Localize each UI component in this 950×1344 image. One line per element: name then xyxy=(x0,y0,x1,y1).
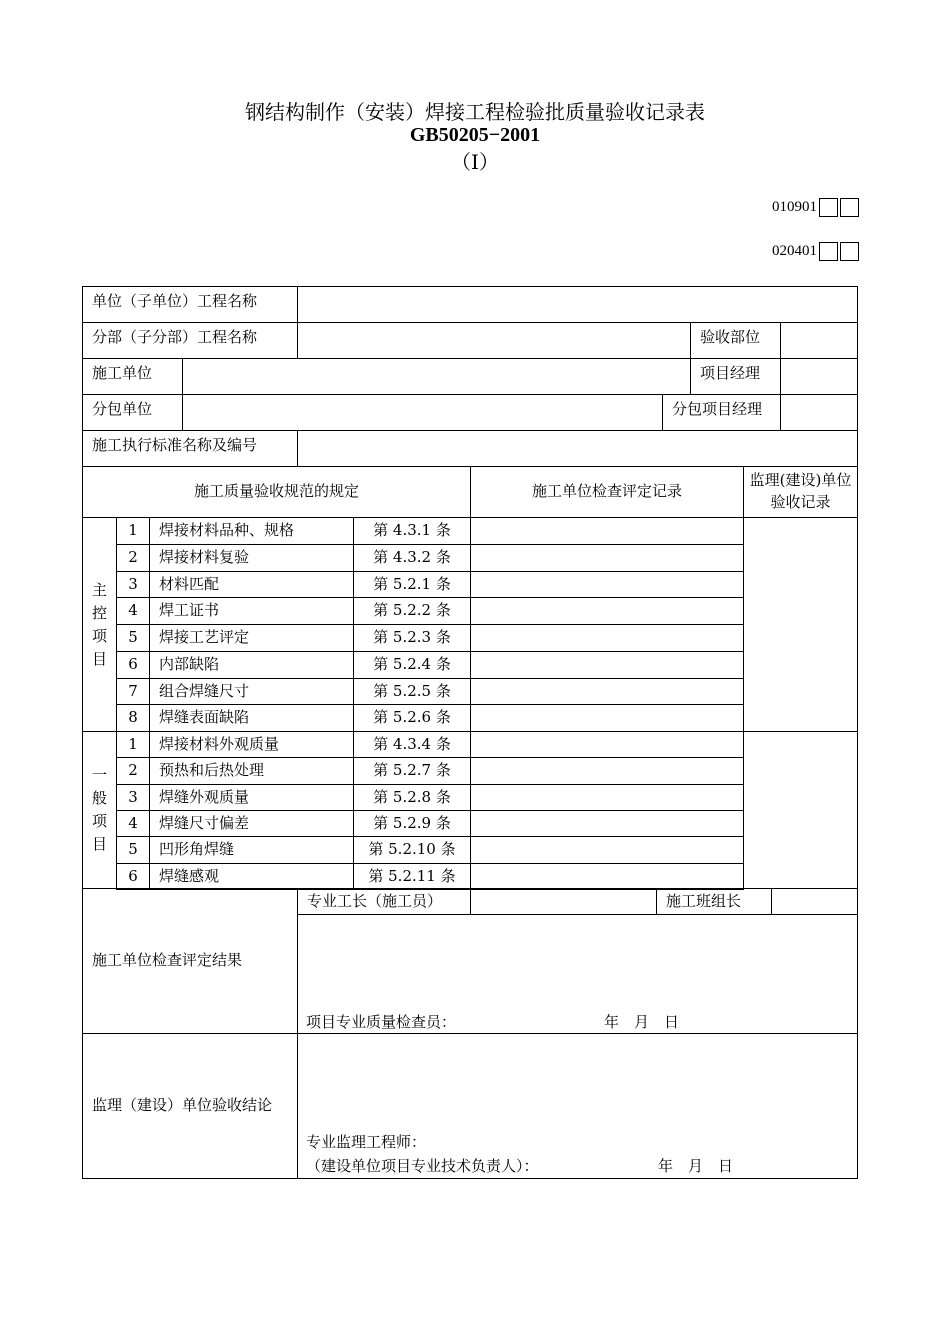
form-part: （Ⅰ） xyxy=(451,150,499,174)
item-name: 焊缝尺寸偏差 xyxy=(149,810,354,837)
code-box[interactable] xyxy=(840,198,859,217)
item-number: 5 xyxy=(116,836,150,864)
item-name: 焊接材料复验 xyxy=(149,544,354,572)
subcontract-unit-field[interactable] xyxy=(182,394,663,431)
team-leader-label: 施工班组长 xyxy=(656,888,772,915)
spec-header: 施工质量验收规范的规定 xyxy=(82,466,471,518)
result-label: 施工单位检查评定结果 xyxy=(82,888,298,1034)
project-manager-field[interactable] xyxy=(780,358,858,395)
item-clause: 第 5.2.5 条 xyxy=(353,678,471,705)
item-clause: 第 5.2.1 条 xyxy=(353,571,471,598)
inspector-date: 年 月 日 xyxy=(604,1013,680,1031)
item-record-field[interactable] xyxy=(470,597,744,625)
item-record-field[interactable] xyxy=(470,704,744,732)
acceptance-part-label: 验收部位 xyxy=(690,322,781,359)
standard-name-label: 施工执行标准名称及编号 xyxy=(82,430,298,467)
record-code-1-text: 010901 xyxy=(772,199,817,215)
conclusion-label: 监理（建设）单位验收结论 xyxy=(82,1033,298,1179)
item-record-field[interactable] xyxy=(470,836,744,864)
standard-code: GB50205−2001 xyxy=(409,124,541,146)
item-clause: 第 4.3.4 条 xyxy=(353,731,471,758)
item-name: 材料匹配 xyxy=(149,571,354,598)
construction-unit-field[interactable] xyxy=(182,358,691,395)
item-clause: 第 5.2.4 条 xyxy=(353,651,471,679)
main-control-label xyxy=(82,517,117,732)
item-number: 8 xyxy=(116,704,150,732)
item-number: 6 xyxy=(116,863,150,890)
foreman-field[interactable] xyxy=(470,888,657,915)
owner-label: （建设单位项目专业技术负责人）： xyxy=(306,1157,539,1175)
engineer-label: 专业监理工程师： xyxy=(306,1133,427,1151)
code-box[interactable] xyxy=(840,242,859,261)
item-clause: 第 5.2.9 条 xyxy=(353,810,471,837)
item-record-field[interactable] xyxy=(470,731,744,758)
item-name: 焊接材料外观质量 xyxy=(149,731,354,758)
item-clause: 第 5.2.11 条 xyxy=(353,863,471,890)
record-code-2-text: 020401 xyxy=(772,243,817,259)
item-name: 焊缝表面缺陷 xyxy=(149,704,354,732)
foreman-label: 专业工长（施工员） xyxy=(297,888,471,915)
sub-project-name-field[interactable] xyxy=(297,322,691,359)
item-clause: 第 5.2.2 条 xyxy=(353,597,471,625)
item-clause: 第 5.2.8 条 xyxy=(353,784,471,811)
item-number: 2 xyxy=(116,544,150,572)
item-clause: 第 5.2.6 条 xyxy=(353,704,471,732)
item-number: 4 xyxy=(116,597,150,625)
item-number: 6 xyxy=(116,651,150,679)
item-record-field[interactable] xyxy=(470,810,744,837)
item-clause: 第 5.2.3 条 xyxy=(353,624,471,652)
unit-project-name-label: 单位（子单位）工程名称 xyxy=(82,286,298,323)
item-clause: 第 5.2.7 条 xyxy=(353,757,471,785)
item-record-field[interactable] xyxy=(470,651,744,679)
item-number: 1 xyxy=(116,731,150,758)
item-name: 焊工证书 xyxy=(149,597,354,625)
subcontract-unit-label: 分包单位 xyxy=(82,394,183,431)
item-name: 焊接材料品种、规格 xyxy=(149,517,354,545)
main-control-supervision-field[interactable] xyxy=(743,517,858,732)
code-box[interactable] xyxy=(819,198,838,217)
form-title: 钢结构制作（安装）焊接工程检验批质量验收记录表 xyxy=(245,100,705,124)
item-name: 焊接工艺评定 xyxy=(149,624,354,652)
unit-project-name-field[interactable] xyxy=(297,286,858,323)
item-clause: 第 5.2.10 条 xyxy=(353,836,471,864)
conclusion-date: 年 月 日 xyxy=(658,1157,734,1175)
team-leader-field[interactable] xyxy=(771,888,858,915)
item-name: 焊缝外观质量 xyxy=(149,784,354,811)
item-name: 焊缝感观 xyxy=(149,863,354,890)
general-supervision-field[interactable] xyxy=(743,731,858,889)
supervision-header: 监理(建设)单位验收记录 xyxy=(743,466,858,518)
general-char: 项 xyxy=(91,812,107,830)
item-number: 5 xyxy=(116,624,150,652)
item-record-field[interactable] xyxy=(470,784,744,811)
record-header: 施工单位检查评定记录 xyxy=(470,466,744,518)
item-name: 组合焊缝尺寸 xyxy=(149,678,354,705)
general-char: 般 xyxy=(91,789,107,807)
general-label xyxy=(82,731,117,889)
construction-unit-label: 施工单位 xyxy=(82,358,183,395)
item-number: 3 xyxy=(116,784,150,811)
subcontract-pm-label: 分包项目经理 xyxy=(662,394,781,431)
inspector-label: 项目专业质量检查员： xyxy=(306,1013,457,1031)
sub-project-name-label: 分部（子分部）工程名称 xyxy=(82,322,298,359)
main-control-char: 目 xyxy=(91,649,107,668)
item-record-field[interactable] xyxy=(470,624,744,652)
main-control-char: 主 xyxy=(91,580,107,599)
item-record-field[interactable] xyxy=(470,544,744,572)
item-number: 1 xyxy=(116,517,150,545)
standard-name-field[interactable] xyxy=(297,430,858,467)
item-clause: 第 4.3.2 条 xyxy=(353,544,471,572)
item-record-field[interactable] xyxy=(470,678,744,705)
item-record-field[interactable] xyxy=(470,517,744,545)
item-number: 2 xyxy=(116,757,150,785)
general-char: 一 xyxy=(91,766,107,784)
item-record-field[interactable] xyxy=(470,571,744,598)
item-clause: 第 4.3.1 条 xyxy=(353,517,471,545)
record-code-2 xyxy=(772,242,859,261)
item-name: 内部缺陷 xyxy=(149,651,354,679)
record-code-1 xyxy=(772,198,859,217)
item-number: 7 xyxy=(116,678,150,705)
subcontract-pm-field[interactable] xyxy=(780,394,858,431)
acceptance-part-field[interactable] xyxy=(780,322,858,359)
item-number: 3 xyxy=(116,571,150,598)
project-manager-label: 项目经理 xyxy=(690,358,781,395)
main-control-char: 项 xyxy=(91,626,107,645)
item-record-field[interactable] xyxy=(470,863,744,890)
item-name: 预热和后热处理 xyxy=(149,757,354,785)
code-box[interactable] xyxy=(819,242,838,261)
item-number: 4 xyxy=(116,810,150,837)
item-name: 凹形角焊缝 xyxy=(149,836,354,864)
main-control-char: 控 xyxy=(91,603,107,622)
general-char: 目 xyxy=(91,835,107,853)
item-record-field[interactable] xyxy=(470,757,744,785)
